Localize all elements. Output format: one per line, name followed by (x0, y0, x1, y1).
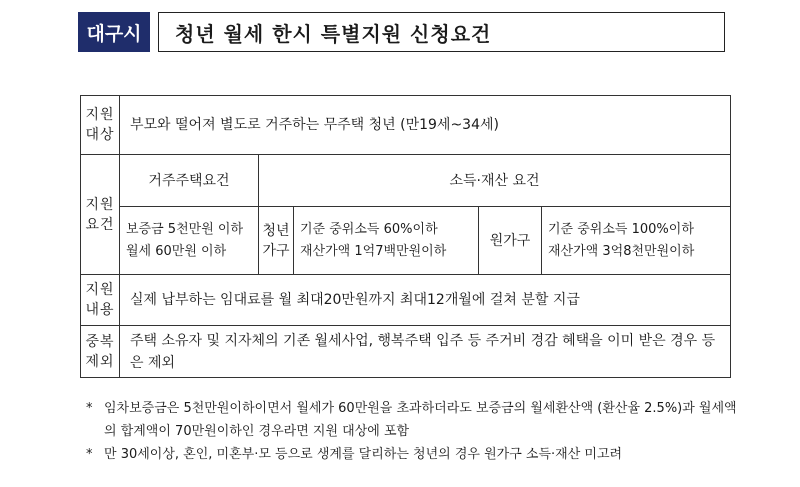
table-row-req-headers (81, 155, 731, 207)
footnote-text: 만 30세이상, 혼인, 미혼부·모 등으로 생계를 달리하는 청년의 경우 원가구 소득·재산 미고려 (104, 447, 623, 462)
requirements-table (80, 95, 731, 378)
footnote-text: 임차보증금은 5천만원이하이면서 월세가 60만원을 초과하더라도 보증금의 월세환산액 (환산율 2.5%)과 월세액의 합계액이 70만원이하인 경우라면 지원 대상에 포함 (104, 401, 737, 439)
footnote-marker: * (86, 401, 93, 416)
exclusion-text: 주택 소유자 및 지자체의 기존 월세사업, 행복주택 입주 등 주거비 경감 혜택을 이미 받은 경우 등은 제외 (120, 326, 731, 378)
page-title: 청년 월세 한시 특별지원 신청요건 (158, 12, 725, 52)
table-row-content (81, 275, 731, 326)
youth-household-value: 기준 중위소득 60%이하 재산가액 1억7백만원이하 (294, 207, 479, 275)
table-row-target (81, 96, 731, 155)
footnotes (86, 397, 746, 466)
footnote (86, 443, 746, 466)
origin-household-label: 원가구 (479, 207, 542, 275)
footnote (86, 397, 746, 443)
table-row-req-values (81, 207, 731, 275)
row-label-requirements: 지원 요건 (81, 155, 120, 275)
row-label-target: 지원 대상 (81, 96, 120, 155)
housing-header: 거주주택요건 (120, 155, 259, 207)
region-tag: 대구시 (78, 12, 150, 52)
header (78, 12, 725, 52)
origin-household-value: 기준 중위소득 100%이하 재산가액 3억8천만원이하 (542, 207, 731, 275)
youth-household-label: 청년 가구 (259, 207, 294, 275)
footnote-marker: * (86, 447, 93, 462)
row-label-content: 지원 내용 (81, 275, 120, 326)
table-row-exclusion (81, 326, 731, 378)
income-header: 소득·재산 요건 (259, 155, 731, 207)
row-label-exclusion: 중복 제외 (81, 326, 120, 378)
content-text: 실제 납부하는 임대료를 월 최대20만원까지 최대12개월에 걸쳐 분할 지급 (120, 275, 731, 326)
housing-value: 보증금 5천만원 이하 월세 60만원 이하 (120, 207, 259, 275)
target-text: 부모와 떨어져 별도로 거주하는 무주택 청년 (만19세~34세) (120, 96, 731, 155)
